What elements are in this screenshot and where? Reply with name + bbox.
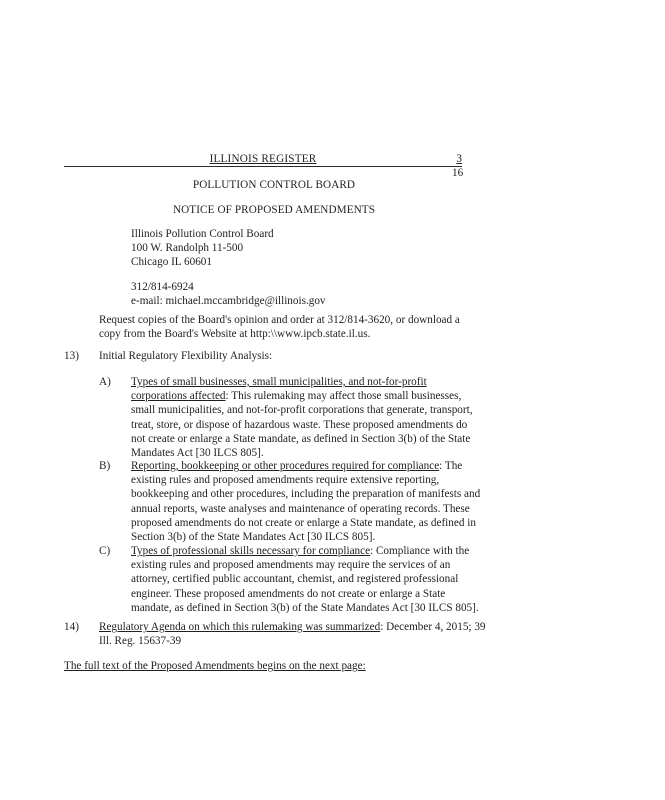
contact-phone: 312/814-6924 [131, 280, 194, 293]
contact-block [131, 227, 326, 308]
section-14-body [99, 620, 489, 648]
item-text: : This rulemaking may affect those small businesses, small municipalities, and not-for-profit corporations that generate, transport, treat, store, or dispose of hazardous waste. These proposed amendments do not create or enlarge a State mandate, as defined in Section 3(b) of the State Mandates Act [30 ILCS 805]. [131, 390, 473, 460]
item-heading: Types of small businesses, small municipalities, and not-for-profit corporations affected [131, 376, 427, 403]
notice-title: NOTICE OF PROPOSED AMENDMENTS [172, 204, 376, 216]
item-letter: A) [99, 376, 111, 388]
register-header [64, 152, 462, 167]
item-text: : Compliance with the existing rules and proposed amendments may require the services of an attorney, certified public accountant, chemist, and registered professional engineer. These proposed amendments do not create or enlarge a State mandate, as defined in Section 3(b) of the State Mandates Act [30 ILCS 805]. [131, 545, 479, 614]
item-body [131, 459, 481, 544]
contact-organization: Illinois Pollution Control Board [131, 228, 274, 240]
item-text: : The existing rules and proposed amendments require extensive reporting, bookkeeping and other procedures, including the preparation of manifests and annual reports, waste analyses and maintenance of operating records. These proposed amendments do not create or enlarge a State mandate, as defined in Section 3(b) of the State Mandates Act [30 ILCS 805]. [131, 460, 481, 544]
section-13-title: Initial Regulatory Flexibility Analysis: [99, 350, 273, 362]
item-letter: B) [99, 460, 111, 472]
board-name: POLLUTION CONTROL BOARD [192, 179, 356, 191]
section-14-number: 14) [64, 621, 79, 633]
item-body [131, 375, 481, 460]
section-14-text: : December 4, 2015; 39 Ill. Reg. 15637-39 [99, 621, 486, 648]
section-14-heading: Regulatory Agenda on which this rulemaking was summarized [99, 621, 381, 633]
item-heading: Types of professional skills necessary for compliance [131, 545, 371, 557]
full-text-note: The full text of the Proposed Amendments begins on the next page: [64, 660, 366, 672]
register-volume: 3 [456, 153, 462, 165]
register-page-number: 16 [452, 167, 464, 179]
item-letter: C) [99, 545, 111, 557]
contact-street: 100 W. Randolph 11-500 [131, 242, 244, 255]
contact-email: e-mail: michael.mccambridge@illinois.gov [131, 294, 326, 307]
register-title: ILLINOIS REGISTER [209, 153, 317, 165]
request-paragraph: Request copies of the Board's opinion and order at 312/814-3620, or download a copy from the Board's Website at http:\\www.ipcb.state.il.us. [99, 314, 460, 341]
item-body [131, 544, 481, 615]
section-13-number: 13) [64, 350, 79, 362]
contact-city: Chicago IL 60601 [131, 256, 212, 269]
item-heading: Reporting, bookkeeping or other procedures required for compliance [131, 460, 440, 472]
